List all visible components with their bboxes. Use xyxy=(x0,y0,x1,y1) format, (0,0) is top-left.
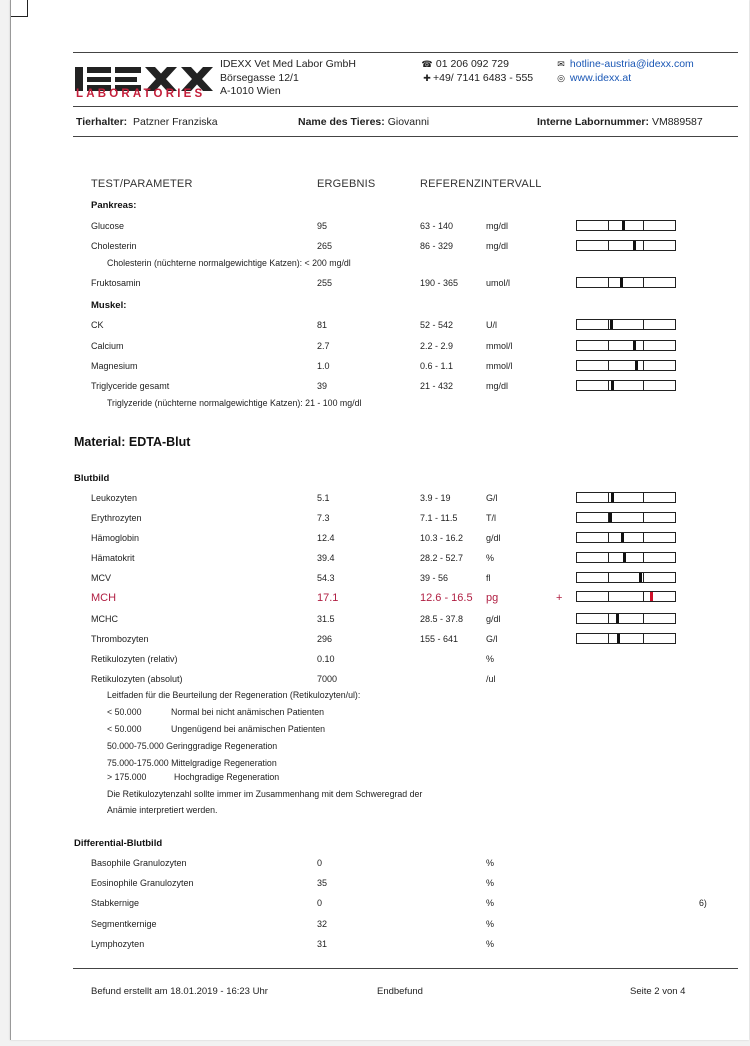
reti-guide-2-range: < 50.000 xyxy=(107,724,142,734)
param-name: Triglyceride gesamt xyxy=(91,381,170,391)
logo-subtitle: LABORATORIES xyxy=(76,88,206,100)
bar-divider xyxy=(643,361,644,370)
material-heading: Material: EDTA-Blut xyxy=(74,435,191,449)
reference-range: 7.1 - 11.5 xyxy=(420,513,458,523)
unit: T/l xyxy=(486,513,496,523)
bar-divider xyxy=(643,221,644,230)
section-muskel: Muskel: xyxy=(91,300,127,311)
phone-icon: ☎ xyxy=(421,59,433,69)
unit: G/l xyxy=(486,493,498,503)
value-marker xyxy=(622,221,625,230)
bar-divider xyxy=(608,241,609,250)
reference-range: 2.2 - 2.9 xyxy=(420,341,454,351)
param-name: Calcium xyxy=(91,341,124,351)
param-name: Basophile Granulozyten xyxy=(91,858,187,868)
reti-guide-footnote-1: Die Retikulozytenzahl sollte immer im Zusammenhang mit dem Schweregrad der xyxy=(107,789,423,799)
mail-icon: ✉ xyxy=(557,59,565,69)
bar-divider xyxy=(643,341,644,350)
reference-bar xyxy=(576,591,676,602)
value-marker xyxy=(617,634,620,643)
animal-value: Giovanni xyxy=(387,116,430,128)
result-value: 5.1 xyxy=(317,493,330,503)
reference-range: 28.5 - 37.8 xyxy=(420,614,464,624)
reference-range: 63 - 140 xyxy=(420,221,454,231)
bar-divider xyxy=(643,592,644,601)
lab-street: Börsegasse 12/1 xyxy=(220,71,299,84)
param-name: Eosinophile Granulozyten xyxy=(91,878,194,888)
value-marker xyxy=(616,614,619,623)
bar-divider xyxy=(643,493,644,502)
reference-range: 86 - 329 xyxy=(420,241,454,251)
unit: % xyxy=(486,878,495,888)
result-row-segmentkernige xyxy=(11,919,749,933)
unit: pg xyxy=(486,592,499,604)
result-row-retikulozyten-absolut xyxy=(11,674,749,688)
result-value: 31.5 xyxy=(317,614,335,624)
col-reference-header: REFERENZINTERVALL xyxy=(420,178,542,190)
reti-guide-1-text: Normal bei nicht anämischen Patienten xyxy=(171,707,325,717)
result-row-basophile-granulozyten xyxy=(11,858,749,872)
reference-bar xyxy=(576,340,676,351)
reference-range: 155 - 641 xyxy=(420,634,459,644)
reference-bar xyxy=(576,552,676,563)
animal-label: Name des Tieres: xyxy=(298,116,385,128)
reference-bar xyxy=(576,512,676,523)
param-name: CK xyxy=(91,320,104,330)
param-name: Leukozyten xyxy=(91,493,138,503)
unit: % xyxy=(486,858,495,868)
unit: G/l xyxy=(486,634,498,644)
result-value: 7000 xyxy=(317,674,338,684)
value-marker xyxy=(639,573,642,582)
bar-divider xyxy=(608,221,609,230)
unit: g/dl xyxy=(486,533,501,543)
value-marker xyxy=(611,381,614,390)
lab-phone-2: +49/ 7141 6483 - 555 xyxy=(433,71,534,84)
lab-contact xyxy=(555,58,694,85)
bar-divider xyxy=(643,513,644,522)
reference-bar xyxy=(576,277,676,288)
result-value: 1.0 xyxy=(317,361,330,371)
result-row-retikulozyten-relativ xyxy=(11,654,749,668)
reti-guide-5-text: Hochgradige Regeneration xyxy=(174,772,280,782)
reference-bar xyxy=(576,360,676,371)
footer-rule xyxy=(73,968,738,969)
param-name: Segmentkernige xyxy=(91,919,157,929)
header-mid-rule xyxy=(73,106,738,107)
bar-divider xyxy=(608,553,609,562)
labnr-label: Interne Labornummer: xyxy=(537,116,650,128)
globe-icon: ◎ xyxy=(557,72,565,83)
owner-field xyxy=(76,116,218,128)
header-top-rule xyxy=(73,52,738,53)
section-pankreas: Pankreas: xyxy=(91,200,137,211)
reti-guide-3: 50.000-75.000 Geringgradige Regeneration xyxy=(107,741,278,751)
unit: % xyxy=(486,553,495,563)
unit: mg/dl xyxy=(486,381,509,391)
section-differential: Differential-Blutbild xyxy=(74,838,163,849)
value-marker xyxy=(621,533,624,542)
lab-phones xyxy=(421,58,533,85)
reference-bar xyxy=(576,572,676,583)
unit: U/l xyxy=(486,320,497,330)
reti-guide-1-range: < 50.000 xyxy=(107,707,142,717)
bar-divider xyxy=(643,553,644,562)
footnote-marker: 6) xyxy=(699,898,707,908)
param-name: MCH xyxy=(91,592,117,604)
reference-range: 21 - 432 xyxy=(420,381,454,391)
result-value: 265 xyxy=(317,241,333,251)
bar-divider xyxy=(608,592,609,601)
owner-label: Tierhalter: xyxy=(76,116,128,128)
bar-divider xyxy=(643,320,644,329)
reti-guide-4: 75.000-175.000 Mittelgradige Regeneration xyxy=(107,758,277,768)
bar-divider xyxy=(608,361,609,370)
bar-divider xyxy=(608,493,609,502)
col-test-header: TEST/PARAMETER xyxy=(91,178,193,190)
reference-bar xyxy=(576,633,676,644)
unit: mmol/l xyxy=(486,361,513,371)
bar-divider xyxy=(608,320,609,329)
result-value: 296 xyxy=(317,634,333,644)
fax-icon: ✚ xyxy=(423,72,431,83)
value-marker xyxy=(650,592,653,601)
result-value: 39.4 xyxy=(317,553,335,563)
result-row-stabkernige xyxy=(11,898,749,912)
reti-guide-5-range: > 175.000 xyxy=(107,772,147,782)
footer-status: Endbefund xyxy=(377,986,423,997)
bar-divider xyxy=(608,634,609,643)
page-corner xyxy=(11,0,28,17)
section-blutbild: Blutbild xyxy=(74,473,110,484)
reference-bar xyxy=(576,613,676,624)
param-name: Cholesterin xyxy=(91,241,137,251)
cholesterin-note: Cholesterin (nüchterne normalgewichtige Katzen): < 200 mg/dl xyxy=(107,258,351,268)
unit: % xyxy=(486,898,495,908)
reti-guide-2-text: Ungenügend bei anämischen Patienten xyxy=(171,724,326,734)
unit: mg/dl xyxy=(486,221,509,231)
abnormal-flag: + xyxy=(556,592,563,604)
result-value: 54.3 xyxy=(317,573,335,583)
reti-guide-title: Leitfaden für die Beurteilung der Regeneration (Retikulozyten/ul): xyxy=(107,690,361,700)
result-value: 7.3 xyxy=(317,513,330,523)
value-marker xyxy=(635,361,638,370)
param-name: Retikulozyten (absolut) xyxy=(91,674,183,684)
lab-address xyxy=(220,58,356,99)
result-value: 95 xyxy=(317,221,328,231)
bar-divider xyxy=(643,614,644,623)
param-name: Stabkernige xyxy=(91,898,140,908)
bar-divider xyxy=(643,533,644,542)
triglyzeride-note: Triglyzeride (nüchterne normalgewichtige Katzen): 21 - 100 mg/dl xyxy=(107,398,362,408)
bar-divider xyxy=(608,533,609,542)
param-name: Retikulozyten (relativ) xyxy=(91,654,178,664)
param-name: Hämatokrit xyxy=(91,553,135,563)
labnr-field xyxy=(537,116,703,128)
result-value: 0 xyxy=(317,858,323,868)
value-marker xyxy=(611,493,614,502)
bar-divider xyxy=(608,278,609,287)
result-value: 32 xyxy=(317,919,328,929)
report-page xyxy=(10,0,749,1040)
reference-bar xyxy=(576,220,676,231)
reference-bar xyxy=(576,380,676,391)
value-marker xyxy=(620,278,623,287)
param-name: MCV xyxy=(91,573,111,583)
unit: % xyxy=(486,919,495,929)
reference-range: 28.2 - 52.7 xyxy=(420,553,464,563)
lab-phone-1: 01 206 092 729 xyxy=(435,58,509,70)
param-name: Magnesium xyxy=(91,361,138,371)
result-value: 35 xyxy=(317,878,328,888)
bar-divider xyxy=(643,241,644,250)
reference-range: 52 - 542 xyxy=(420,320,454,330)
unit: % xyxy=(486,654,495,664)
bar-divider xyxy=(608,381,609,390)
param-name: Glucose xyxy=(91,221,125,231)
reference-range: 190 - 365 xyxy=(420,278,459,288)
reference-range: 39 - 56 xyxy=(420,573,449,583)
param-name: Lymphozyten xyxy=(91,939,145,949)
bar-divider xyxy=(643,381,644,390)
param-name: MCHC xyxy=(91,614,118,624)
result-value: 0 xyxy=(317,898,323,908)
value-marker xyxy=(633,341,636,350)
bar-divider xyxy=(643,634,644,643)
param-name: Erythrozyten xyxy=(91,513,142,523)
reference-range: 3.9 - 19 xyxy=(420,493,451,503)
value-marker xyxy=(609,513,612,522)
unit: umol/l xyxy=(486,278,511,288)
bar-divider xyxy=(608,614,609,623)
result-value: 17.1 xyxy=(317,592,339,604)
unit: fl xyxy=(486,573,491,583)
value-marker xyxy=(623,553,626,562)
param-name: Thrombozyten xyxy=(91,634,149,644)
lab-web-link[interactable]: www.idexx.at xyxy=(569,71,632,84)
lab-email-link[interactable]: hotline-austria@idexx.com xyxy=(569,58,694,70)
lab-city: A-1010 Wien xyxy=(220,85,281,97)
footer-created: Befund erstellt am 18.01.2019 - 16:23 Uhr xyxy=(91,986,268,997)
bar-divider xyxy=(643,573,644,582)
reference-range: 12.6 - 16.5 xyxy=(420,592,473,604)
reference-range: 10.3 - 16.2 xyxy=(420,533,464,543)
result-row-eosinophile-granulozyten xyxy=(11,878,749,892)
result-value: 81 xyxy=(317,320,328,330)
bar-divider xyxy=(608,573,609,582)
col-result-header: ERGEBNIS xyxy=(317,178,376,190)
bar-divider xyxy=(608,341,609,350)
owner-value: Patzner Franziska xyxy=(133,116,218,128)
reference-bar xyxy=(576,240,676,251)
unit: /ul xyxy=(486,674,496,684)
result-value: 31 xyxy=(317,939,328,949)
reference-bar xyxy=(576,532,676,543)
unit: % xyxy=(486,939,495,949)
param-name: Hämoglobin xyxy=(91,533,140,543)
lab-name: IDEXX Vet Med Labor GmbH xyxy=(220,58,356,70)
value-marker xyxy=(633,241,636,250)
labnr-value: VM889587 xyxy=(651,116,703,128)
footer-page: Seite 2 von 4 xyxy=(630,986,686,997)
reference-bar xyxy=(576,319,676,330)
value-marker xyxy=(610,320,613,329)
result-row-lymphozyten xyxy=(11,939,749,953)
unit: g/dl xyxy=(486,614,501,624)
param-name: Fruktosamin xyxy=(91,278,141,288)
result-value: 39 xyxy=(317,381,328,391)
bar-divider xyxy=(643,278,644,287)
reference-bar xyxy=(576,492,676,503)
animal-field xyxy=(298,116,429,128)
result-value: 2.7 xyxy=(317,341,330,351)
reference-range: 0.6 - 1.1 xyxy=(420,361,454,371)
result-value: 0.10 xyxy=(317,654,335,664)
result-value: 255 xyxy=(317,278,333,288)
unit: mg/dl xyxy=(486,241,509,251)
result-value: 12.4 xyxy=(317,533,335,543)
patient-rule xyxy=(73,136,738,137)
unit: mmol/l xyxy=(486,341,513,351)
reti-guide-footnote-2: Anämie interpretiert werden. xyxy=(107,805,218,815)
